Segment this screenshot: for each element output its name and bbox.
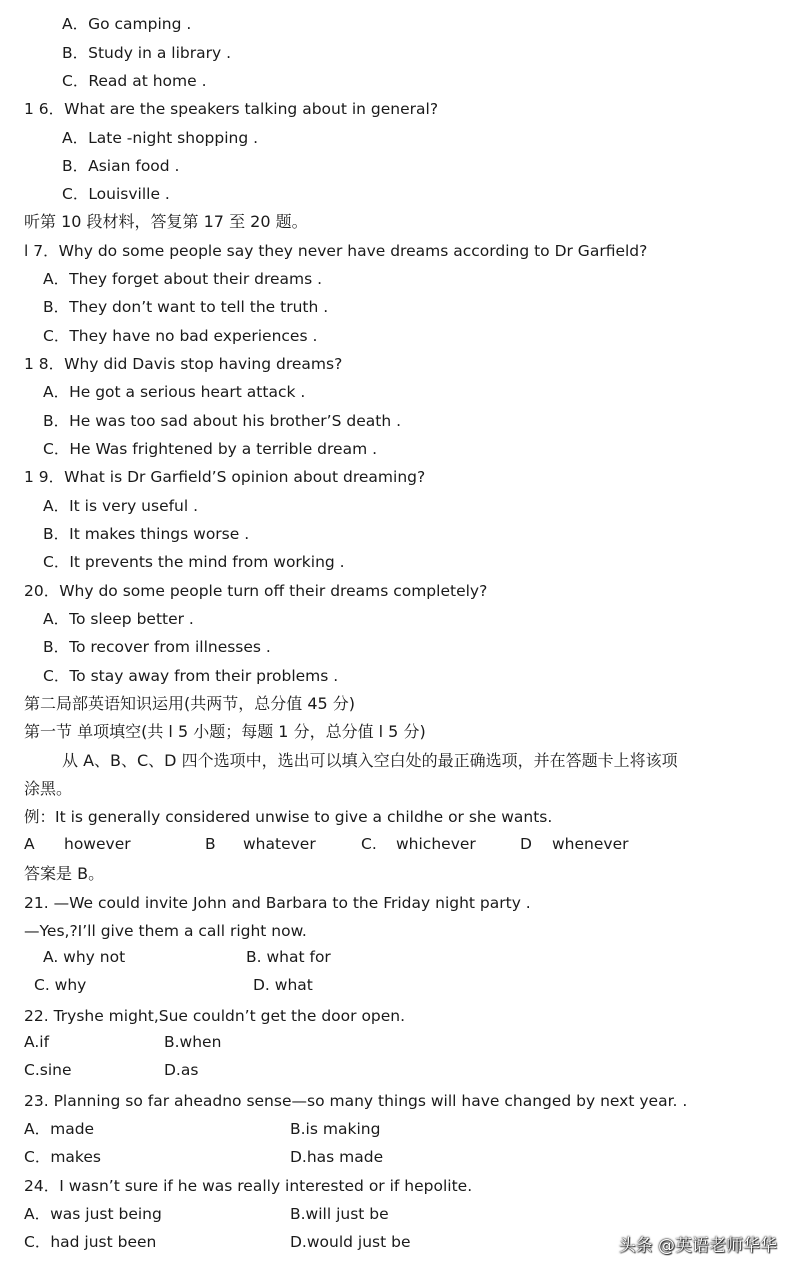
example-option-d: whenever [552,835,629,853]
q17-stem: l 7．Why do some people say they never have dreams according to Dr Garfield? [24,242,648,260]
q23-option-a: A．made [24,1120,95,1138]
watermark: 头条 @英语老师华华 [618,1236,777,1256]
instructions-line-1: 从 A、B、C、D 四个选项中，选出可以填入空白处的最正确选项，并在答题卡上将该项 [62,751,678,770]
q24-stem: 24．I wasn’t sure if he was really interested or if hepolite. [24,1177,473,1195]
q17-option-c: C．They have no bad experiences . [43,327,318,345]
q24-option-b: B.will just be [290,1205,389,1223]
q19-stem: 1 9．What is Dr Garfield’S opinion about dreaming? [24,468,426,486]
q22-option-c: C.sine [24,1061,72,1079]
q18-option-b: B．He was too sad about his brother’S death . [43,412,402,430]
q16-option-a: A．Late -night shopping . [62,129,259,147]
part-2-title: 第二局部英语知识运用(共两节，总分值 45 分) [24,694,356,713]
q21-option-a: A. why not [43,948,126,966]
q20-option-a: A．To sleep better . [43,610,194,628]
q19-option-b: B．It makes things worse . [43,525,250,543]
q20-option-c: C．To stay away from their problems . [43,667,339,685]
q22-option-a: A.if [24,1033,50,1051]
q20-stem: 20．Why do some people turn off their dreams completely? [24,582,488,600]
q19-option-c: C．It prevents the mind from working . [43,553,345,571]
q24-option-c: C．had just been [24,1233,157,1251]
q23-option-c: C．makes [24,1148,101,1166]
q23-stem: 23. Planning so far aheadno sense—so many things will have changed by next year. . [24,1092,688,1110]
q22-stem: 22. Tryshe might,Sue couldn’t get the door open. [24,1007,406,1025]
q21-option-c: C. why [34,976,87,994]
q21-option-b: B. what for [246,948,331,966]
q16-option-b: B．Asian food . [62,157,180,175]
q18-option-a: A．He got a serious heart attack . [43,383,306,401]
q19-option-a: A．It is very useful . [43,497,199,515]
example-option-d-letter: D [520,835,532,853]
q24-option-a: A．was just being [24,1205,162,1223]
q17-option-b: B．They don’t want to tell the truth . [43,298,329,316]
section-10-heading: 听第 10 段材料，答复第 17 至 20 题。 [24,212,308,231]
example-option-c-letter: C. [361,835,377,853]
q20-option-b: B．To recover from illnesses . [43,638,271,656]
q22-option-b: B.when [164,1033,222,1051]
q16-stem: 1 6．What are the speakers talking about in general? [24,100,439,118]
q23-option-d: D.has made [290,1148,384,1166]
q24-option-d: D.would just be [290,1233,411,1251]
q21-stem: 21. —We could invite John and Barbara to the Friday night party . [24,894,531,912]
q16-option-c: C．Louisville . [62,185,170,203]
example-stem: 例：It is generally considered unwise to give a childhe or she wants. [24,808,553,826]
q21-option-d: D. what [253,976,313,994]
q15-option-a: A．Go camping . [62,15,192,33]
q15-option-b: B．Study in a library . [62,44,232,62]
section-1-title: 第一节 单项填空(共 l 5 小题；每题 1 分，总分值 l 5 分) [24,722,426,741]
q23-option-b: B.is making [290,1120,381,1138]
q15-option-c: C．Read at home . [62,72,207,90]
q18-option-c: C．He Was frightened by a terrible dream . [43,440,378,458]
q17-option-a: A．They forget about their dreams . [43,270,323,288]
example-option-b: whatever [243,835,316,853]
instructions-line-2: 涂黑。 [24,779,73,798]
example-option-a-letter: A [24,835,35,853]
q18-stem: 1 8．Why did Davis stop having dreams? [24,355,343,373]
example-option-c: whichever [396,835,476,853]
q22-option-d: D.as [164,1061,199,1079]
q21-reply: —Yes,?I’ll give them a call right now. [24,922,307,940]
example-option-b-letter: B [205,835,216,853]
example-option-a: however [64,835,131,853]
example-answer: 答案是 B。 [24,864,105,883]
